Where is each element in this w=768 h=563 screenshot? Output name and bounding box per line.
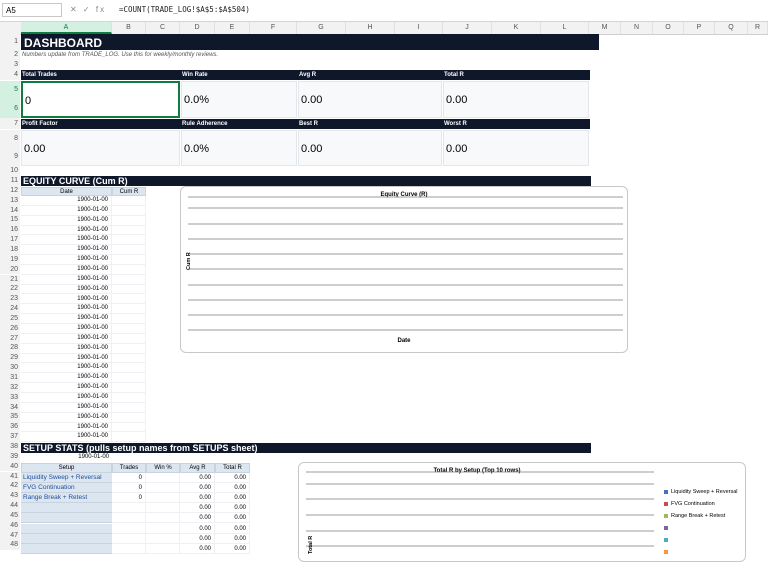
column-header-o[interactable]: O [653, 22, 684, 34]
setup-name-cell[interactable] [21, 534, 112, 544]
row-header-36[interactable]: 36 [0, 422, 20, 432]
table-row [21, 524, 250, 534]
row-header-34[interactable]: 34 [0, 403, 20, 413]
row-header-20[interactable]: 20 [0, 265, 20, 275]
row-header-39[interactable]: 39 [0, 452, 20, 462]
setup-avg-cell[interactable]: 0.00 [180, 513, 215, 523]
equity-date-cell[interactable]: 1900-01-00 [21, 245, 112, 255]
equity-date-cell[interactable]: 1900-01-00 [21, 393, 112, 403]
equity-cumr-cell[interactable] [112, 314, 146, 324]
table-row [21, 334, 146, 344]
equity-date-cell[interactable]: 1900-01-00 [21, 275, 112, 285]
setup-trades-cell[interactable]: 0 [112, 483, 146, 493]
setup-avg-cell[interactable]: 0.00 [180, 534, 215, 544]
kpi-value-profit-factor[interactable]: 0.00 [21, 130, 180, 166]
column-header-r[interactable]: R [748, 22, 768, 34]
subtitle: Numbers update from TRADE_LOG. Use this for weekly/monthly reviews. [22, 52, 219, 58]
row-header-47[interactable]: 47 [0, 531, 20, 541]
kpi-label-profit-factor: Profit Factor [21, 119, 181, 129]
equity-cumr-cell[interactable] [112, 206, 146, 216]
equity-date-cell[interactable]: 1900-01-00 [21, 265, 112, 275]
equity-date-cell[interactable]: 1900-01-00 [21, 216, 112, 226]
equity-chart-title: Equity Curve (R) [380, 192, 428, 198]
row-header-15[interactable]: 15 [0, 215, 20, 225]
setup-section-header: SETUP STATS (pulls setup names from SETUPS sheet) [21, 443, 591, 453]
kpi-value-total-r[interactable]: 0.00 [443, 81, 589, 118]
setup-chart-gridlines [299, 463, 659, 563]
setup-col-setup: Setup [21, 463, 112, 473]
table-row [21, 216, 146, 226]
table-row [21, 226, 146, 236]
equity-date-cell[interactable]: 1900-01-00 [21, 373, 112, 383]
equity-cumr-cell[interactable] [112, 295, 146, 305]
row-header-33[interactable]: 33 [0, 393, 20, 403]
setup-chart[interactable] [298, 462, 746, 562]
column-header-f[interactable]: F [250, 22, 297, 34]
setup-col-trades: Trades [112, 463, 146, 473]
column-header-g[interactable]: G [297, 22, 346, 34]
table-row [21, 363, 146, 373]
equity-chart-gridlines [181, 187, 627, 352]
row-header-32[interactable]: 32 [0, 383, 20, 393]
legend-item [664, 549, 671, 555]
setup-win-cell[interactable] [146, 534, 180, 544]
row-header-38[interactable]: 38 [0, 442, 20, 452]
legend-label: FVG Continuation [671, 501, 715, 507]
legend-swatch [664, 538, 668, 542]
setup-win-cell[interactable] [146, 544, 180, 554]
name-box[interactable]: A5 [2, 3, 62, 17]
row-header-16[interactable]: 16 [0, 225, 20, 235]
equity-date-cell[interactable]: 1900-01-00 [21, 255, 112, 265]
equity-date-cell[interactable]: 1900-01-00 [21, 285, 112, 295]
row-header-37[interactable]: 37 [0, 432, 20, 442]
kpi-label-avg-r: Avg R [298, 70, 443, 80]
table-row [21, 483, 250, 493]
row-header-45[interactable]: 45 [0, 511, 20, 521]
setup-trades-cell[interactable]: 0 [112, 493, 146, 503]
equity-date-cell[interactable]: 1900-01-00 [21, 423, 112, 433]
setup-win-cell[interactable] [146, 513, 180, 523]
setup-trades-cell[interactable] [112, 513, 146, 523]
row-header-17[interactable]: 17 [0, 235, 20, 245]
column-header-b[interactable]: B [112, 22, 146, 34]
legend-swatch [664, 550, 668, 554]
setup-col-avg-r: Avg R [180, 463, 215, 473]
kpi-label-total-r: Total R [443, 70, 590, 80]
row-header-12[interactable]: 12 [0, 186, 20, 196]
equity-cumr-cell[interactable] [112, 423, 146, 433]
row-header-40[interactable]: 40 [0, 462, 20, 472]
row-header-46[interactable]: 46 [0, 521, 20, 531]
setup-trades-cell[interactable] [112, 503, 146, 513]
setup-total-cell[interactable]: 0.00 [215, 483, 250, 493]
column-header-k[interactable]: K [492, 22, 541, 34]
table-row [21, 265, 146, 275]
setup-name-cell[interactable]: Liquidity Sweep + Reversal [21, 473, 112, 483]
setup-name-cell[interactable]: FVG Continuation [21, 483, 112, 493]
table-row [21, 473, 250, 483]
setup-trades-cell[interactable] [112, 524, 146, 534]
kpi-value-best-r[interactable]: 0.00 [298, 130, 442, 166]
table-row [21, 304, 146, 314]
equity-cumr-cell[interactable] [112, 383, 146, 393]
table-row [21, 513, 250, 523]
equity-cumr-cell[interactable] [112, 285, 146, 295]
setup-name-cell[interactable] [21, 524, 112, 534]
equity-cumr-cell[interactable] [112, 324, 146, 334]
setup-name-cell[interactable] [21, 544, 112, 554]
row-header-7[interactable]: 7 [0, 118, 20, 129]
table-row [21, 373, 146, 383]
row-header-28[interactable]: 28 [0, 343, 20, 353]
legend-item [664, 501, 715, 507]
equity-date-cell[interactable]: 1900-01-00 [21, 324, 112, 334]
setup-total-cell[interactable]: 0.00 [215, 544, 250, 554]
kpi-label-best-r: Best R [298, 119, 443, 129]
table-row [21, 393, 146, 403]
legend-item [664, 525, 671, 531]
kpi-label-rule-adherence: Rule Adherence [181, 119, 298, 129]
legend-swatch [664, 526, 668, 530]
setup-avg-cell[interactable]: 0.00 [180, 473, 215, 483]
equity-date-cell[interactable]: 1900-01-00 [21, 413, 112, 423]
setup-name-cell[interactable]: Range Break + Retest [21, 493, 112, 503]
row-header-2[interactable]: 2 [0, 50, 20, 60]
setup-avg-cell[interactable]: 0.00 [180, 503, 215, 513]
equity-col-cum-r: Cum R [112, 187, 146, 196]
table-row [21, 423, 146, 433]
setup-name-cell[interactable] [21, 513, 112, 523]
equity-date-cell[interactable]: 1900-01-00 [21, 295, 112, 305]
legend-swatch [664, 514, 668, 518]
table-row [21, 314, 146, 324]
row-header-27[interactable]: 27 [0, 334, 20, 344]
row-header-3[interactable]: 3 [0, 60, 20, 70]
equity-cumr-cell[interactable] [112, 245, 146, 255]
table-row [21, 275, 146, 285]
row-header-48[interactable]: 48 [0, 540, 20, 550]
setup-avg-cell[interactable]: 0.00 [180, 544, 215, 554]
row-header-30[interactable]: 30 [0, 363, 20, 373]
row-header-44[interactable]: 44 [0, 501, 20, 511]
equity-cumr-cell[interactable] [112, 334, 146, 344]
equity-chart-ylabel: Cum R [186, 252, 192, 270]
equity-chart-xlabel: Date [397, 338, 411, 344]
table-row [21, 245, 146, 255]
table-row [21, 383, 146, 393]
row-header-11[interactable]: 11 [0, 176, 20, 186]
row-header-41[interactable]: 41 [0, 472, 20, 482]
row-header-35[interactable]: 35 [0, 412, 20, 422]
table-row [21, 235, 146, 245]
row-header-43[interactable]: 43 [0, 491, 20, 501]
setup-trades-cell[interactable] [112, 534, 146, 544]
equity-date-cell[interactable]: 1900-01-00 [21, 363, 112, 373]
kpi-value-rule-adherence[interactable]: 0.0% [181, 130, 297, 166]
column-header-c[interactable]: C [146, 22, 180, 34]
table-row [21, 432, 146, 442]
row-header-21[interactable]: 21 [0, 275, 20, 285]
table-row [21, 413, 146, 423]
column-header-a[interactable]: A [21, 22, 112, 34]
setup-avg-cell[interactable]: 0.00 [180, 524, 215, 534]
setup-total-cell[interactable]: 0.00 [215, 513, 250, 523]
equity-cumr-cell[interactable] [112, 354, 146, 364]
legend-swatch [664, 490, 668, 494]
equity-cumr-cell[interactable] [112, 363, 146, 373]
legend-label: Liquidity Sweep + Reversal [671, 489, 738, 495]
legend-label: Range Break + Retest [671, 513, 726, 519]
table-row [21, 206, 146, 216]
column-header-p[interactable]: P [684, 22, 715, 34]
formula-input[interactable]: =COUNT(TRADE_LOG!$A$5:$A$504) [119, 5, 250, 14]
setup-col-total-r: Total R [215, 463, 250, 473]
equity-col-date: Date [21, 187, 112, 196]
equity-chart[interactable] [180, 186, 628, 353]
row-header-25[interactable]: 25 [0, 314, 20, 324]
row-header-31[interactable]: 31 [0, 373, 20, 383]
table-row [21, 354, 146, 364]
setup-name-cell[interactable] [21, 503, 112, 513]
table-row [21, 324, 146, 334]
equity-cumr-cell[interactable] [112, 216, 146, 226]
setup-win-cell[interactable] [146, 473, 180, 483]
setup-total-cell[interactable]: 0.00 [215, 493, 250, 503]
equity-date-cell[interactable]: 1900-01-00 [21, 432, 112, 442]
formula-icons[interactable]: ✕ ✓ fx [70, 5, 107, 14]
setup-chart-ylabel: Total R [308, 535, 314, 554]
legend-item [664, 489, 738, 495]
equity-date-cell[interactable]: 1900-01-00 [21, 314, 112, 324]
table-row [21, 285, 146, 295]
equity-cumr-cell[interactable] [112, 373, 146, 383]
equity-date-cell[interactable]: 1900-01-00 [21, 206, 112, 216]
equity-cumr-cell[interactable] [112, 393, 146, 403]
table-row [21, 503, 250, 513]
setup-col-win: Win % [146, 463, 180, 473]
table-row [21, 534, 250, 544]
equity-date-cell[interactable]: 1900-01-00 [21, 334, 112, 344]
kpi-label-worst-r: Worst R [443, 119, 590, 129]
setup-total-cell[interactable]: 0.00 [215, 534, 250, 544]
kpi-value-win-rate[interactable]: 0.0% [181, 81, 297, 118]
table-row [21, 196, 146, 206]
kpi-label-total-trades: Total Trades [21, 70, 181, 80]
row-header-6[interactable]: 6 [0, 99, 20, 118]
row-header-14[interactable]: 14 [0, 206, 20, 216]
kpi-value-total-trades[interactable]: 0 [21, 81, 180, 118]
row-header-24[interactable]: 24 [0, 304, 20, 314]
column-header-d[interactable]: D [180, 22, 215, 34]
column-header-n[interactable]: N [621, 22, 653, 34]
setup-total-cell[interactable]: 0.00 [215, 524, 250, 534]
table-row [21, 295, 146, 305]
table-row [21, 403, 146, 413]
row-header-13[interactable]: 13 [0, 196, 20, 206]
row-header-1[interactable]: 1 [0, 34, 20, 50]
equity-cumr-cell[interactable] [112, 265, 146, 275]
equity-cumr-cell[interactable] [112, 226, 146, 236]
equity-date-cell[interactable]: 1900-01-00 [21, 403, 112, 413]
column-header-h[interactable]: H [346, 22, 395, 34]
row-header-4[interactable]: 4 [0, 70, 20, 80]
equity-cumr-cell[interactable] [112, 196, 146, 206]
setup-avg-cell[interactable]: 0.00 [180, 483, 215, 493]
setup-chart-title: Total R by Setup (Top 10 rows) [433, 468, 521, 474]
column-header-q[interactable]: Q [715, 22, 748, 34]
equity-cumr-cell[interactable] [112, 403, 146, 413]
table-row [21, 544, 250, 554]
column-header-l[interactable]: L [541, 22, 589, 34]
equity-cumr-cell[interactable] [112, 275, 146, 285]
kpi-value-worst-r[interactable]: 0.00 [443, 130, 589, 166]
equity-date-cell[interactable]: 1900-01-00 [21, 383, 112, 393]
row-header-26[interactable]: 26 [0, 324, 20, 334]
row-header-23[interactable]: 23 [0, 294, 20, 304]
row-header-19[interactable]: 19 [0, 255, 20, 265]
equity-cumr-cell[interactable] [112, 413, 146, 423]
table-row [21, 255, 146, 265]
equity-cumr-cell[interactable] [112, 255, 146, 265]
equity-date-cell[interactable]: 1900-01-00 [21, 344, 112, 354]
equity-date-cell[interactable]: 1900-01-00 [21, 226, 112, 236]
setup-win-cell[interactable] [146, 483, 180, 493]
row-header-9[interactable]: 9 [0, 148, 20, 166]
table-row [21, 344, 146, 354]
column-header-m[interactable]: M [589, 22, 621, 34]
formula-bar [0, 0, 768, 22]
legend-item [664, 537, 671, 543]
kpi-label-win-rate: Win Rate [181, 70, 298, 80]
equity-date-cell[interactable]: 1900-01-00 [21, 196, 112, 206]
row-header-29[interactable]: 29 [0, 353, 20, 363]
setup-section-date: 1900-01-00 [78, 454, 109, 460]
row-header-8[interactable]: 8 [0, 130, 20, 148]
setup-avg-cell[interactable]: 0.00 [180, 493, 215, 503]
equity-date-cell[interactable]: 1900-01-00 [21, 304, 112, 314]
equity-date-cell[interactable]: 1900-01-00 [21, 235, 112, 245]
row-header-42[interactable]: 42 [0, 481, 20, 491]
column-header-i[interactable]: I [395, 22, 443, 34]
row-header-10[interactable]: 10 [0, 166, 20, 176]
row-header-18[interactable]: 18 [0, 245, 20, 255]
setup-total-cell[interactable]: 0.00 [215, 473, 250, 483]
legend-item [664, 513, 725, 519]
setup-win-cell[interactable] [146, 524, 180, 534]
column-header-e[interactable]: E [215, 22, 250, 34]
table-row [21, 493, 250, 503]
row-header-5[interactable]: 5 [0, 81, 20, 99]
equity-date-cell[interactable]: 1900-01-00 [21, 354, 112, 364]
column-header-j[interactable]: J [443, 22, 492, 34]
page-title: DASHBOARD [21, 34, 599, 50]
equity-cumr-cell[interactable] [112, 344, 146, 354]
setup-win-cell[interactable] [146, 493, 180, 503]
equity-cumr-cell[interactable] [112, 235, 146, 245]
row-header-22[interactable]: 22 [0, 284, 20, 294]
equity-cumr-cell[interactable] [112, 432, 146, 442]
equity-section-header: EQUITY CURVE (Cum R) [21, 176, 591, 186]
kpi-value-avg-r[interactable]: 0.00 [298, 81, 442, 118]
equity-cumr-cell[interactable] [112, 304, 146, 314]
setup-trades-cell[interactable] [112, 544, 146, 554]
setup-total-cell[interactable]: 0.00 [215, 503, 250, 513]
setup-win-cell[interactable] [146, 503, 180, 513]
legend-swatch [664, 502, 668, 506]
setup-trades-cell[interactable]: 0 [112, 473, 146, 483]
